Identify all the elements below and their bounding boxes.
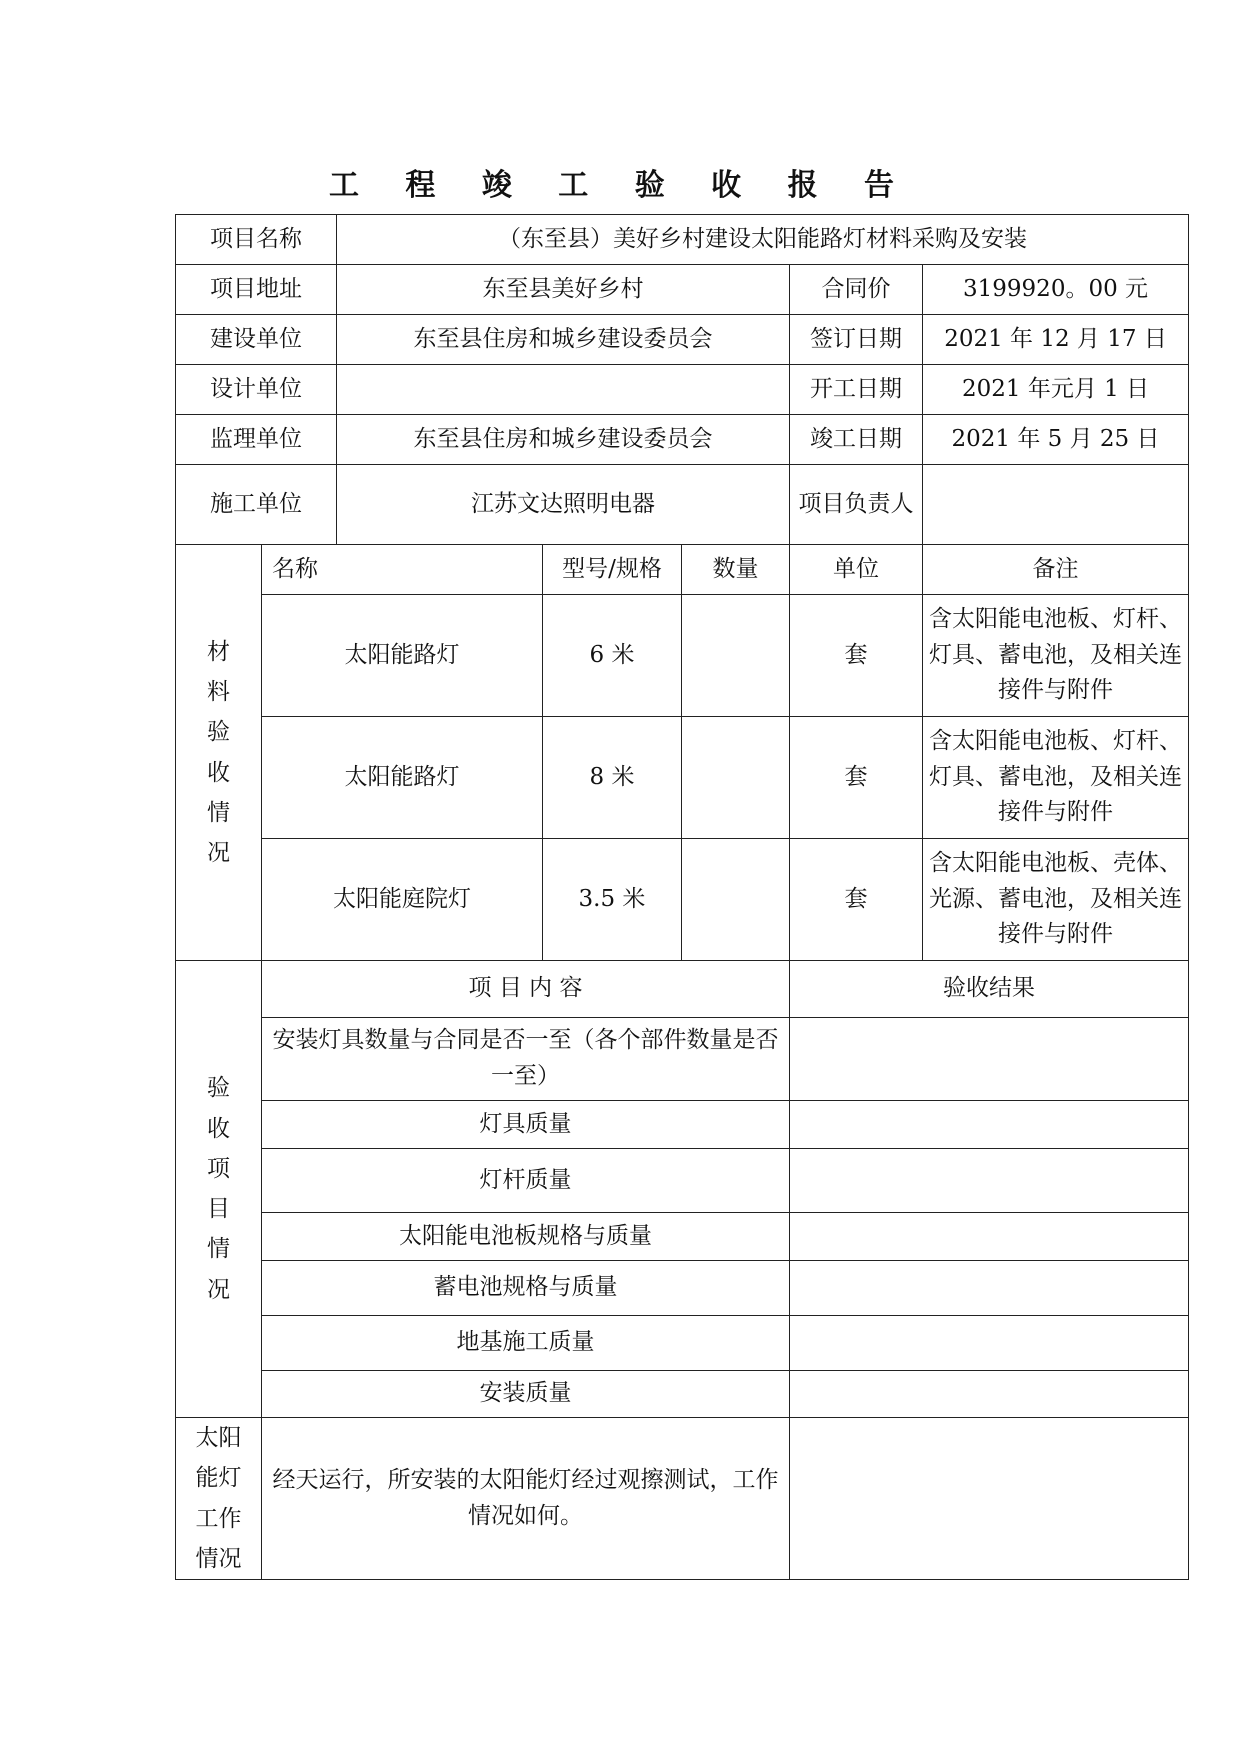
acceptance-row	[176, 1316, 1189, 1371]
material-unit: 套	[790, 595, 923, 717]
acceptance-result	[790, 1149, 1189, 1213]
operation-content: 经天运行，所安装的太阳能灯经过观擦测试，工作情况如何。	[262, 1418, 790, 1580]
material-name: 太阳能路灯	[262, 595, 543, 717]
start-date-value: 2021 年元月 1 日	[923, 365, 1189, 415]
acceptance-section-char: 况	[207, 1276, 230, 1303]
material-qty	[682, 717, 790, 839]
operation-section-label	[176, 1418, 262, 1580]
material-model: 3.5 米	[543, 839, 682, 961]
materials-row	[176, 595, 1189, 717]
acceptance-row	[176, 1261, 1189, 1316]
acceptance-header-result: 验收结果	[790, 961, 1189, 1018]
project-name-value: （东至县）美好乡村建设太阳能路灯材料采购及安装	[337, 215, 1189, 265]
materials-section-char: 收	[207, 759, 230, 786]
acceptance-row	[176, 1018, 1189, 1101]
materials-header-unit: 单位	[790, 545, 923, 595]
manager-label: 项目负责人	[790, 465, 923, 545]
designer-label: 设计单位	[176, 365, 337, 415]
report-table	[175, 214, 1189, 1580]
materials-section-char: 情	[207, 799, 230, 826]
acceptance-item: 安装质量	[262, 1371, 790, 1418]
material-unit: 套	[790, 717, 923, 839]
acceptance-section-char: 项	[207, 1155, 230, 1182]
acceptance-header-content: 项 目 内 容	[262, 961, 790, 1018]
project-name-label: 项目名称	[176, 215, 337, 265]
materials-section-label	[176, 545, 262, 961]
acceptance-item: 太阳能电池板规格与质量	[262, 1213, 790, 1261]
sign-date-value: 2021 年 12 月 17 日	[923, 315, 1189, 365]
builder-value: 东至县住房和城乡建设委员会	[337, 315, 790, 365]
acceptance-result	[790, 1101, 1189, 1149]
material-remark: 含太阳能电池板、壳体、光源、蓄电池，及相关连接件与附件	[923, 839, 1189, 961]
contractor-label: 施工单位	[176, 465, 337, 545]
material-qty	[682, 839, 790, 961]
material-remark: 含太阳能电池板、灯杆、灯具、蓄电池，及相关连接件与附件	[923, 595, 1189, 717]
material-name: 太阳能路灯	[262, 717, 543, 839]
materials-row	[176, 717, 1189, 839]
acceptance-section-char: 验	[207, 1075, 230, 1102]
acceptance-result	[790, 1261, 1189, 1316]
material-unit: 套	[790, 839, 923, 961]
acceptance-result	[790, 1018, 1189, 1101]
acceptance-item: 安装灯具数量与合同是否一至（各个部件数量是否一至）	[262, 1018, 790, 1101]
supervisor-value: 东至县住房和城乡建设委员会	[337, 415, 790, 465]
acceptance-result	[790, 1316, 1189, 1371]
acceptance-row	[176, 1149, 1189, 1213]
acceptance-result	[790, 1213, 1189, 1261]
operation-section-line: 情况	[195, 1545, 242, 1572]
sign-date-label: 签订日期	[790, 315, 923, 365]
builder-label: 建设单位	[176, 315, 337, 365]
finish-date-value: 2021 年 5 月 25 日	[923, 415, 1189, 465]
materials-section-char: 况	[207, 840, 230, 866]
materials-header-remark: 备注	[923, 545, 1189, 595]
acceptance-item: 灯杆质量	[262, 1149, 790, 1213]
report-title: 工 程 竣 工 验 收 报 告	[328, 168, 913, 203]
material-model: 8 米	[543, 717, 682, 839]
material-qty	[682, 595, 790, 717]
operation-section-line: 能灯	[195, 1465, 242, 1492]
contractor-value: 江苏文达照明电器	[337, 465, 790, 545]
acceptance-row	[176, 1213, 1189, 1261]
materials-header-name: 名称	[262, 545, 543, 595]
material-name: 太阳能庭院灯	[262, 839, 543, 961]
acceptance-item: 地基施工质量	[262, 1316, 790, 1371]
address-label: 项目地址	[176, 265, 337, 315]
acceptance-item: 蓄电池规格与质量	[262, 1261, 790, 1316]
finish-date-label: 竣工日期	[790, 415, 923, 465]
acceptance-row	[176, 1371, 1189, 1418]
operation-result	[790, 1418, 1189, 1580]
designer-value	[337, 365, 790, 415]
material-remark: 含太阳能电池板、灯杆、灯具、蓄电池，及相关连接件与附件	[923, 717, 1189, 839]
acceptance-item: 灯具质量	[262, 1101, 790, 1149]
acceptance-section-char: 收	[207, 1115, 230, 1142]
supervisor-label: 监理单位	[176, 415, 337, 465]
start-date-label: 开工日期	[790, 365, 923, 415]
materials-header-model: 型号/规格	[543, 545, 682, 595]
materials-header-qty: 数量	[682, 545, 790, 595]
operation-section-line: 太阳	[195, 1425, 242, 1451]
operation-section-line: 工作	[195, 1505, 242, 1532]
materials-section-char: 料	[207, 679, 230, 705]
manager-value	[923, 465, 1189, 545]
materials-row	[176, 839, 1189, 961]
acceptance-row	[176, 1101, 1189, 1149]
acceptance-result	[790, 1371, 1189, 1418]
contract-price-label: 合同价	[790, 265, 923, 315]
materials-section-char: 材	[207, 638, 230, 665]
acceptance-section-char: 目	[207, 1196, 230, 1222]
contract-price-value: 3199920。00 元	[923, 265, 1189, 315]
material-model: 6 米	[543, 595, 682, 717]
materials-section-char: 验	[207, 719, 230, 746]
address-value: 东至县美好乡村	[337, 265, 790, 315]
acceptance-section-char: 情	[207, 1236, 230, 1263]
acceptance-section-label	[176, 961, 262, 1418]
